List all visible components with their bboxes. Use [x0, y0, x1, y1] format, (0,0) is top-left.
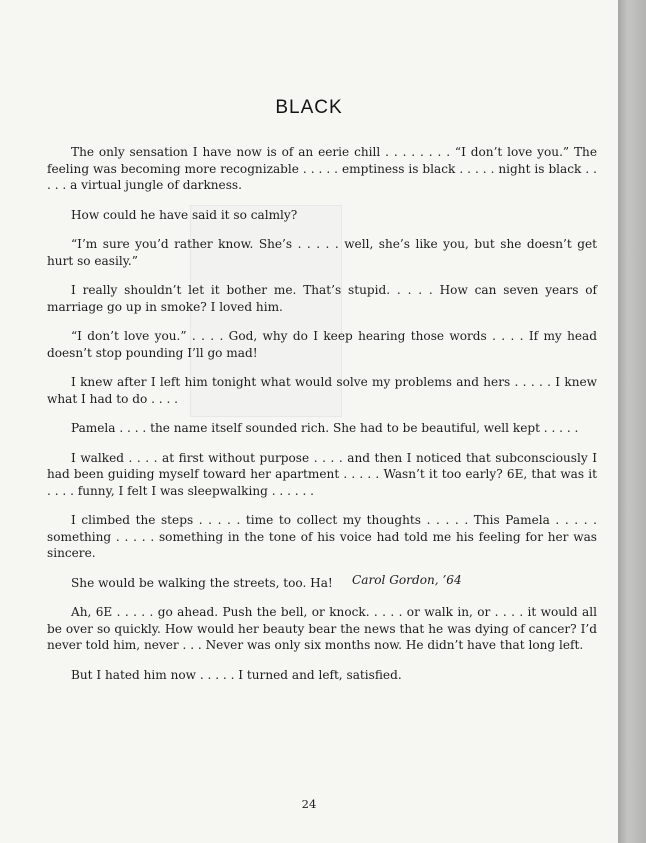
story-body — [47, 144, 597, 696]
paragraph-4: I really shouldn’t let it bother me. That’s stupid. . . . . How can seven years of marriage go up in smoke? I loved him. — [47, 283, 597, 314]
page-edge-shadow — [618, 0, 646, 843]
paragraph-5: “I don’t love you.” . . . . God, why do I keep hearing those words . . . . If my head doesn’t stop pounding I’ll go mad! — [47, 329, 597, 360]
paragraph-2: How could he have said it so calmly? — [71, 207, 298, 222]
author-signature: Carol Gordon, ’64 — [352, 573, 462, 587]
page-number: 24 — [301, 797, 317, 811]
paragraph-8: I walked . . . . at first without purpose . . . . and then I noticed that subconsciously I had been guiding myself toward her apartment . . . . . Wasn’t it too early? 6E, that was it . . . . funny, I felt I was sleepwalking . . . . . . — [47, 450, 597, 498]
paragraph-9: I climbed the steps . . . . . time to collect my thoughts . . . . . This Pamela . . . . . something . . . . . something in the tone of his voice had told me his feeling for her was sincere. — [47, 513, 597, 560]
story-title: BLACK — [275, 97, 343, 118]
paragraph-7: Pamela . . . . the name itself sounded rich. She had to be beautiful, well kept . . . . . — [71, 421, 579, 435]
paragraph-3: “I’m sure you’d rather know. She’s . . . . . well, she’s like you, but she doesn’t get hurt so easily.” — [47, 237, 597, 268]
paragraph-12: But I hated him now . . . . . I turned and left, satisfied. — [71, 667, 402, 682]
paragraph-10: She would be walking the streets, too. Ha! — [71, 575, 333, 590]
paragraph-11: Ah, 6E . . . . . go ahead. Push the bell, or knock. . . . . or walk in, or . . . . it would all be over so quickly. How would her beauty bear the news that he was dying of cancer? I’d never told him, never . . . Never was only six months now. He didn’t have that long left. — [47, 605, 597, 652]
paragraph-1: The only sensation I have now is of an eerie chill . . . . . . . . “I don’t love you.” The feeling was becoming more recognizable . . . . . emptiness is black . . . . . night is black . . . . . a virtual jungle of darkness. — [47, 145, 597, 192]
paragraph-6: I knew after I left him tonight what would solve my problems and hers . . . . . I knew what I had to do . . . . — [47, 375, 597, 406]
